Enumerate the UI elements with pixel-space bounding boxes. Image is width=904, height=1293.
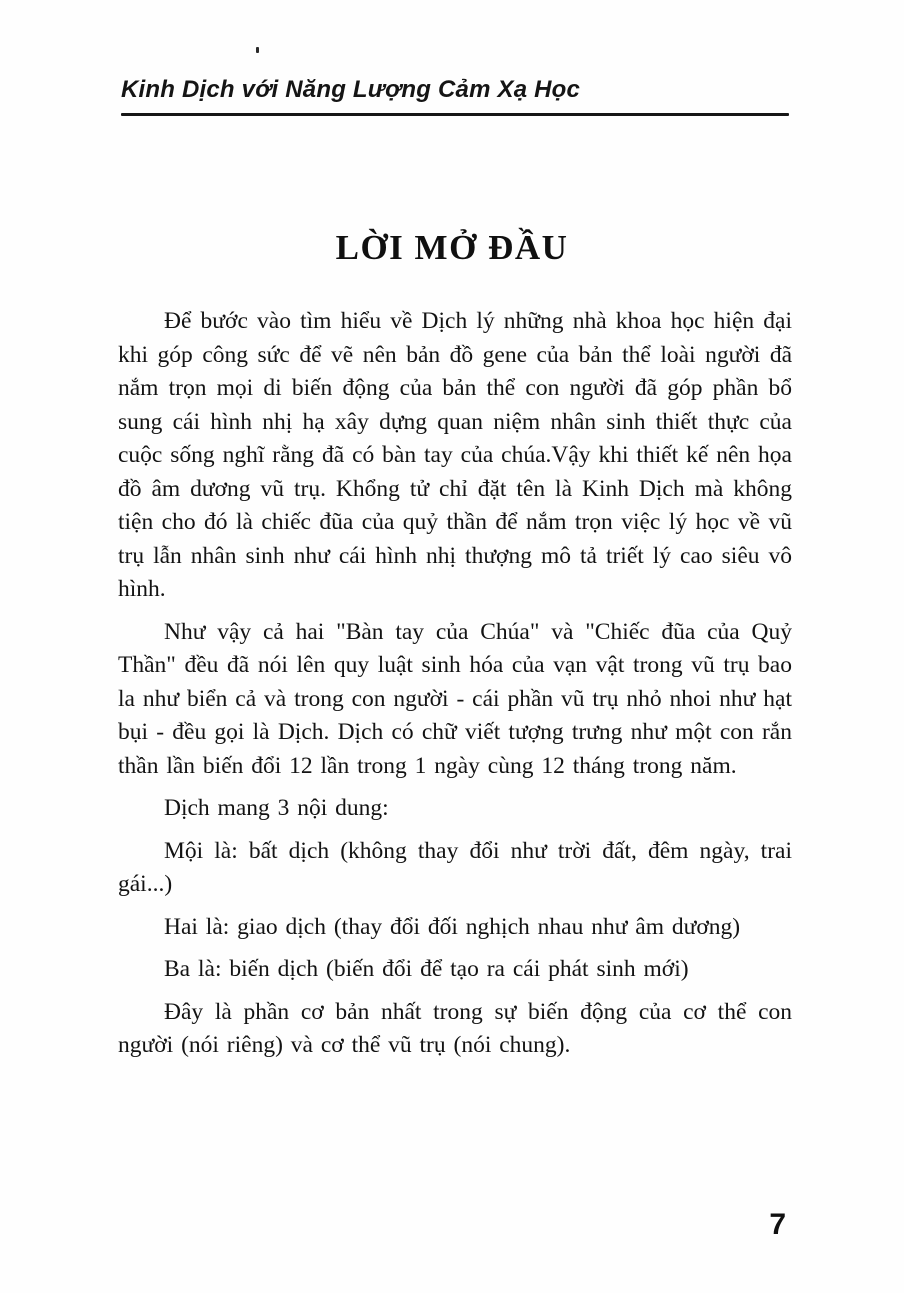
paragraph-4: Mội là: bất dịch (không thay đổi như trời đất, đêm ngày, trai gái...) <box>118 837 792 897</box>
chapter-title: LỜI MỞ ĐẦU <box>335 228 569 268</box>
body-text <box>118 305 792 1072</box>
running-header <box>121 76 789 104</box>
paragraph-2: Như vậy cả hai "Bàn tay của Chúa" và "Chiếc đũa của Quỷ Thần" đều đã nói lên quy luật sinh hóa của vạn vật trong vũ trụ bao la như biển cả và trong con người - cái phần vũ trụ nhỏ nhoi như hạt bụi - đều gọi là Dịch. Dịch có chữ viết tượng trưng như một con rắn thần lần biến đổi 12 lần trong 1 ngày cùng 12 tháng trong năm. <box>118 618 792 779</box>
paragraph-5: Hai là: giao dịch (thay đổi đối nghịch nhau như âm dương) <box>164 913 741 940</box>
page-number: 7 <box>769 1208 786 1241</box>
scan-speck <box>256 47 259 53</box>
paragraph-6: Ba là: biến dịch (biến đổi để tạo ra cái phát sinh mới) <box>164 956 689 982</box>
running-header-title: Kinh Dịch với Năng Lượng Cảm Xạ Học <box>121 76 581 103</box>
paragraph-7: Đây là phần cơ bản nhất trong sự biến động của cơ thể con người (nói riêng) và cơ thể vũ trụ (nói chung). <box>118 998 792 1058</box>
header-rule <box>121 113 789 116</box>
paragraph-3: Dịch mang 3 nội dung: <box>164 795 389 821</box>
paragraph-1: Để bước vào tìm hiểu về Dịch lý những nhà khoa học hiện đại khi góp công sức để vẽ nên bản đồ gene của bản thể loài người đã nắm trọn mọi di biến động của bản thể con người đã góp phần bổ sung cái hình nhị hạ xây dựng quan niệm nhân sinh thiết thực của cuộc sống nghĩ rằng đã có bàn tay của chúa.Vậy khi thiết kế nên họa đồ âm dương vũ trụ. Khổng tử chỉ đặt tên là Kinh Dịch mà không tiện cho đó là chiếc đũa của quỷ thần để nắm trọn việc lý học về vũ trụ lẫn nhân sinh như cái hình nhị thượng mô tả triết lý cao siêu vô hình. <box>118 308 792 602</box>
